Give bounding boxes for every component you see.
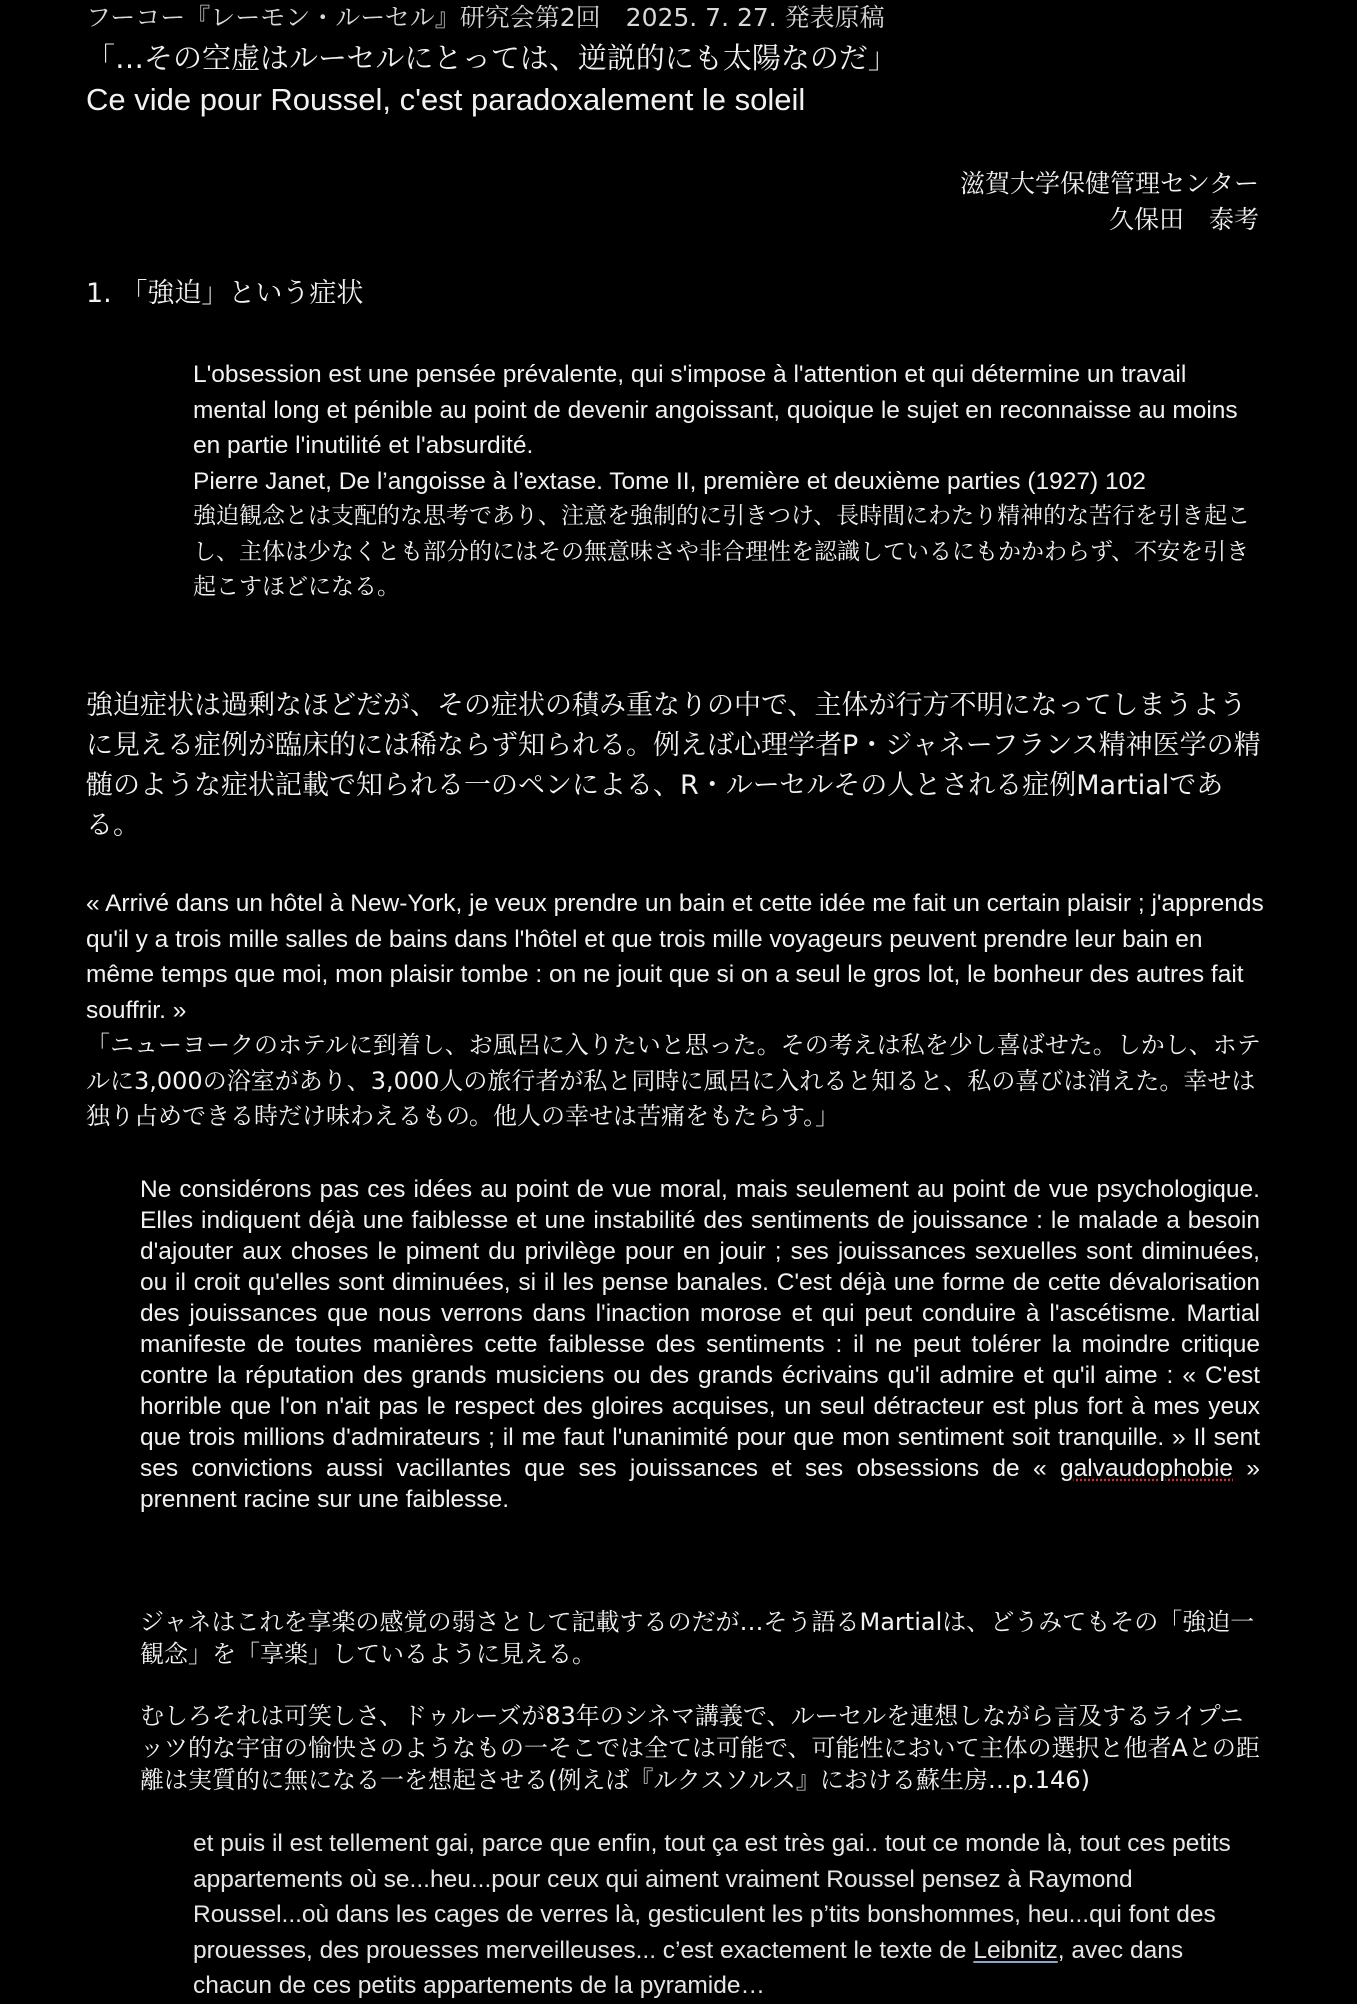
section-title: 1. 「強迫」という症状 — [86, 278, 364, 309]
janet-text-a: Ne considérons pas ces idées au point de vue moral, mais seulement au point de vue psychologique. Elles indiquent déjà une faiblesse et une instabilité des sentiments de jouissance : le malade a besoin d'ajouter aux choses le piment du privilège pour en jouir ; ses jouissances sexuelles sont diminuées, ou il croit qu'elles sont diminuées, si il les pense banales. C'est déjà une forme de cette dévalorisation des jouissances que nous verrons dans l'inaction morose et qui peut conduire à l'ascétisme. Martial manifeste de toutes manières cette faiblesse des sentiments : il ne peut tolérer la moindre critique contre la réputation des grands musiciens ou des grands écrivains qu'il admire et qu'il aime : « C'est horrible que l'on n'ait pas le respect des gloires acquises, un seul détracteur est plus fort à mes yeux que trois millions d'admirateurs ; il me faut l'unanimité pour que mon sentiment soit tranquille. » Il sent ses convictions aussi vacillantes que ses jouissances et ses obsessions de « — [140, 1176, 1260, 1482]
deleuze-quote — [193, 1826, 1263, 2004]
janet-commentary — [140, 1174, 1260, 1515]
epigraph-block — [193, 357, 1253, 606]
deleuze-name: Leibnitz — [973, 1936, 1058, 1964]
janet-text-b: » prennent racine sur une faiblesse. — [140, 1455, 1260, 1513]
deleuze-text-b: , avec dans chacun de ces petits appartements de la pyramide… — [193, 1936, 1184, 1999]
page-title-jp: 「…その空虚はルーセルにとっては、逆説的にも太陽なのだ」 — [86, 41, 897, 75]
author-block — [960, 166, 1259, 238]
page-title-fr: Ce vide pour Roussel, c'est paradoxalement le soleil — [86, 82, 806, 117]
page-meta: フーコー『レーモン・ルーセル』研究会第2回 2025. 7. 27. 発表原稿 — [86, 3, 885, 32]
note-paragraph-1: ジャネはこれを享楽の感覚の弱さとして記載するのだが…そう語るMartialは、どうみてもその「強迫一観念」を「享楽」しているように見える。 — [140, 1608, 1255, 1668]
deleuze-text-a: et puis il est tellement gai, parce que enfin, tout ça est très gai.. tout ce monde là, tout ces petits appartements où se...heu...pour ceux qui aiment vraiment Roussel pensez à Raymond Roussel...où dans les cages de verres là, gesticulent les p’tits bonshommes, heu...qui font des prouesses, des prouesses merveilleuses... c’est exactement le texte de — [193, 1830, 1231, 1964]
martial-quote-jp: 「ニューヨークのホテルに到着し、お風呂に入りたいと思った。その考えは私を少し喜ばせた。しかし、ホテルに3,000の浴室があり、3,000人の旅行者が私と同時に風呂に入れると知ると、私の喜びは消えた。幸せは独り占めできる時だけ味わえるもの。他人の幸せは苦痛をもたらす。」 — [86, 1031, 1261, 1130]
note-paragraph-2: むしろそれは可笑しさ、ドゥルーズが83年のシネマ講義で、ルーセルを連想しながら言及するライプニッツ的な宇宙の愉快さのようなもの一そこでは全ては可能で、可能性において主体の選択と他者Aとの距離は実質的に無になる一を想起させる(例えば『ルクスソルス』における蘇生房…p.146) — [140, 1702, 1260, 1794]
epigraph-source: Pierre Janet, De l’angoisse à l’extase. Tome II, première et deuxième parties (1927) 102 — [193, 467, 1146, 495]
epigraph-jp: 強迫観念とは支配的な思考であり、注意を強制的に引きつけ、長時間にわたり精神的な苦行を引き起こし、主体は少なくとも部分的にはその無意味さや非合理性を認識しているにもかかわらず、不安を引き起こすほどになる。 — [193, 503, 1251, 600]
martial-quote-fr: « Arrivé dans un hôtel à New-York, je veux prendre un bain et cette idée me fait un certain plaisir ; j'apprends qu'il y a trois mille salles de bains dans l'hôtel et que trois mille voyageurs peuvent prendre leur bain en même temps que moi, mon plaisir tombe : on ne jouit que si on a seul le gros lot, le bonheur des autres fait souffrir. » — [86, 890, 1264, 1024]
epigraph-fr: L'obsession est une pensée prévalente, qui s'impose à l'attention et qui détermine un travail mental long et pénible au point de devenir angoissant, quoique le sujet en reconnaisse au moins en partie l'inutilité et l'absurdité. — [193, 361, 1238, 459]
janet-term: galvaudophobie — [1060, 1455, 1234, 1482]
author-affiliation: 滋賀大学保健管理センター — [959, 169, 1259, 198]
author-name: 久保田 泰考 — [1108, 205, 1259, 234]
intro-paragraph-jp: 強迫症状は過剰なほどだが、その症状の積み重なりの中で、主体が行方不明になってしまうように見える症例が臨床的には稀ならず知られる。例えば心理学者P・ジャネーフランス精神医学の精髄のような症状記載で知られる一のペンによる、R・ルーセルその人とされる症例Martialである。 — [86, 690, 1261, 841]
